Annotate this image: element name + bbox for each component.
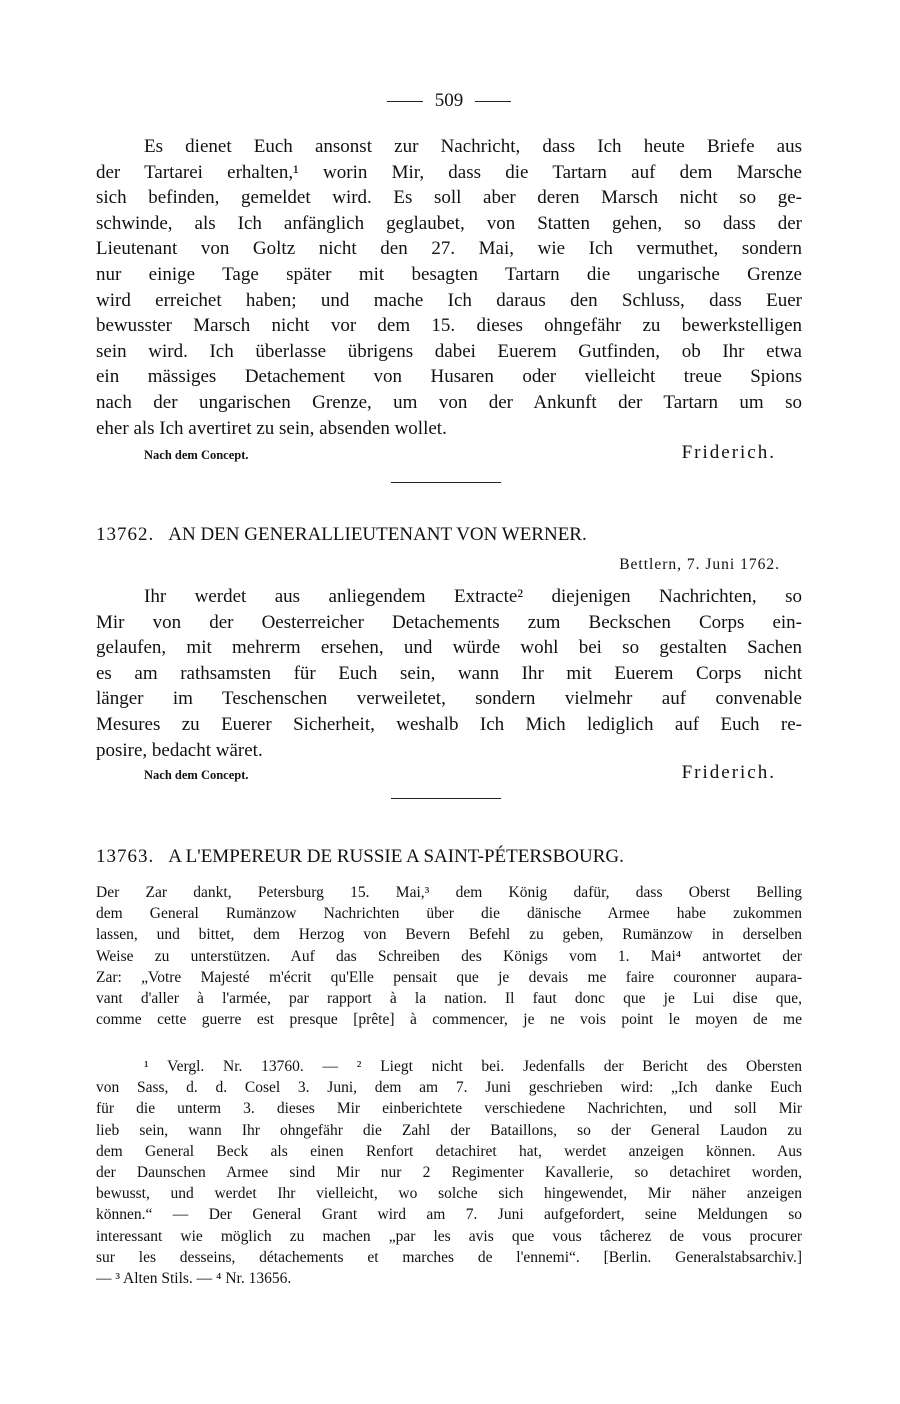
dateline: Bettlern, 7. Juni 1762. bbox=[619, 556, 780, 573]
letter-2-heading bbox=[96, 524, 802, 546]
letter-1-body bbox=[96, 134, 802, 441]
text-line: Der Zar dankt, Petersburg 15. Mai,³ dem König dafür, dass Oberst Belling bbox=[96, 884, 802, 901]
signature: Friderich. bbox=[681, 762, 776, 783]
text-line: wird erreichet haben; und mache Ich daraus den Schluss, dass Euer bbox=[96, 289, 802, 311]
letter-number: 13763. bbox=[96, 846, 155, 867]
text-line: Mir von der Oesterreicher Detachements zum Beckschen Corps ein- bbox=[96, 611, 802, 633]
running-head bbox=[96, 90, 802, 112]
footnotes bbox=[96, 1056, 802, 1289]
text-line: Zar: „Votre Majesté m'écrit qu'Elle pensait que je devais me faire couronner aupara- bbox=[96, 968, 802, 986]
text-line: Lieutenant von Goltz nicht den 27. Mai, wie Ich vermuthet, sondern bbox=[96, 238, 802, 260]
text-line: lassen, und bittet, dem Herzog von Bevern Befehl zu geben, Rumänzow in derselben bbox=[96, 926, 802, 944]
letter-3-heading bbox=[96, 846, 802, 868]
text-line: Es dienet Euch ansonst zur Nachricht, dass Ich heute Briefe aus bbox=[144, 136, 802, 157]
section-divider bbox=[391, 482, 501, 483]
footnote-line: interessant wie möglich zu machen „par les avis que vous tâcherez de vous procurer bbox=[96, 1227, 802, 1245]
text-line: sein wird. Ich überlasse übrigens dabei Euerem Gutfinden, ob Ihr etwa bbox=[96, 340, 802, 362]
text-line: länger im Teschenschen verweiletet, sondern vielmehr auf convenable bbox=[96, 688, 802, 710]
text-line: gelaufen, mit mehrerm ersehen, und würde wohl bei so gestalten Sachen bbox=[96, 637, 802, 659]
text-line: dem General Rumänzow Nachrichten über die dänische Armee habe zukommen bbox=[96, 905, 802, 923]
text-line: eher als Ich avertiret zu sein, absenden wollet. bbox=[96, 417, 447, 439]
footnote-line: der Daunschen Armee sind Mir nur 2 Regimenter Kavallerie, so detachiret worden, bbox=[96, 1164, 802, 1182]
footnote-line: dem General Beck als einen Renfort detachiret hat, werdet anzeigen können. Aus bbox=[96, 1142, 802, 1160]
signature: Friderich. bbox=[681, 442, 776, 463]
text-line: der Tartarei erhalten,¹ worin Mir, dass die Tartarn auf dem Marsche bbox=[96, 161, 802, 183]
page-number: 509 bbox=[434, 90, 464, 111]
letter-3-summary bbox=[96, 882, 802, 1030]
letter-number: 13762. bbox=[96, 524, 155, 545]
left-dash bbox=[387, 101, 423, 102]
text-line: nur einige Tage später mit besagten Tartarn die ungarische Grenze bbox=[96, 263, 802, 285]
right-dash bbox=[475, 101, 511, 102]
section-divider bbox=[391, 798, 501, 799]
source-note: Nach dem Concept. bbox=[144, 768, 249, 782]
text-line: ein mässiges Detachement von Husaren oder vielleicht treue Spions bbox=[96, 366, 802, 388]
text-line: Ihr werdet aus anliegendem Extracte² diejenigen Nachrichten, so bbox=[144, 586, 802, 607]
letter-2-signoff bbox=[96, 762, 802, 786]
text-line: es am rathsamsten für Euch sein, wann Ihr mit Euerem Corps nicht bbox=[96, 662, 802, 684]
text-line: comme cette guerre est presque [prête] à commencer, je ne vois point le moyen de me bbox=[96, 1011, 802, 1029]
text-line: Weise zu unterstützen. Auf das Schreiben des Königs vom 1. Mai⁴ antwortet der bbox=[96, 947, 802, 965]
text-line: bewusster Marsch nicht vor dem 15. dieses ohngefähr zu bewerkstelligen bbox=[96, 315, 802, 337]
text-line: vant d'aller à l'armée, par rapport à la nation. Il faut donc que je Lui dise que, bbox=[96, 990, 802, 1008]
letter-title: AN DEN GENERALLIEUTENANT VON WERNER. bbox=[168, 524, 587, 545]
footnote-line: können.“ — Der General Grant wird am 7. Juni aufgefordert, seine Meldungen so bbox=[96, 1206, 802, 1224]
footnote-line: bewusst, und werdet Ihr vielleicht, wo solche sich hingewendet, Mir näher anzeigen bbox=[96, 1185, 802, 1203]
text-line: posire, bedacht wäret. bbox=[96, 739, 263, 761]
text-line: Mesures zu Euerer Sicherheit, weshalb Ich Mich lediglich auf Euch re- bbox=[96, 713, 802, 735]
letter-1-signoff bbox=[96, 442, 802, 466]
source-note: Nach dem Concept. bbox=[144, 448, 249, 462]
footnote-line: lieb sein, wann Ihr ohngefähr die Zahl der Bataillons, so der General Laudon zu bbox=[96, 1121, 802, 1139]
footnote-line: für die unterm 3. dieses Mir einberichtete verschiedene Nachrichten, und soll Mir bbox=[96, 1100, 802, 1118]
footnote-line: sur les desseins, détachements et marches de l'ennemi“. [Berlin. Generalstabsarchiv.] bbox=[96, 1248, 802, 1266]
text-line: nach der ungarischen Grenze, um von der Ankunft der Tartarn um so bbox=[96, 391, 802, 413]
letter-2-body bbox=[96, 584, 802, 763]
text-line: schwinde, als Ich anfänglich geglaubet, von Statten gehen, so dass der bbox=[96, 212, 802, 234]
letter-title: A L'EMPEREUR DE RUSSIE A SAINT-PÉTERSBOURG. bbox=[168, 846, 624, 867]
footnote-line: ¹ Vergl. Nr. 13760. — ² Liegt nicht bei. Jedenfalls der Bericht des Obersten bbox=[144, 1058, 802, 1075]
footnote-line: von Sass, d. d. Cosel 3. Juni, dem am 7. Juni geschrieben wird: „Ich danke Euch bbox=[96, 1079, 802, 1097]
footnote-line: — ³ Alten Stils. — ⁴ Nr. 13656. bbox=[96, 1270, 292, 1288]
text-line: sich befinden, gemeldet wird. Es soll aber deren Marsch nicht so ge- bbox=[96, 187, 802, 209]
